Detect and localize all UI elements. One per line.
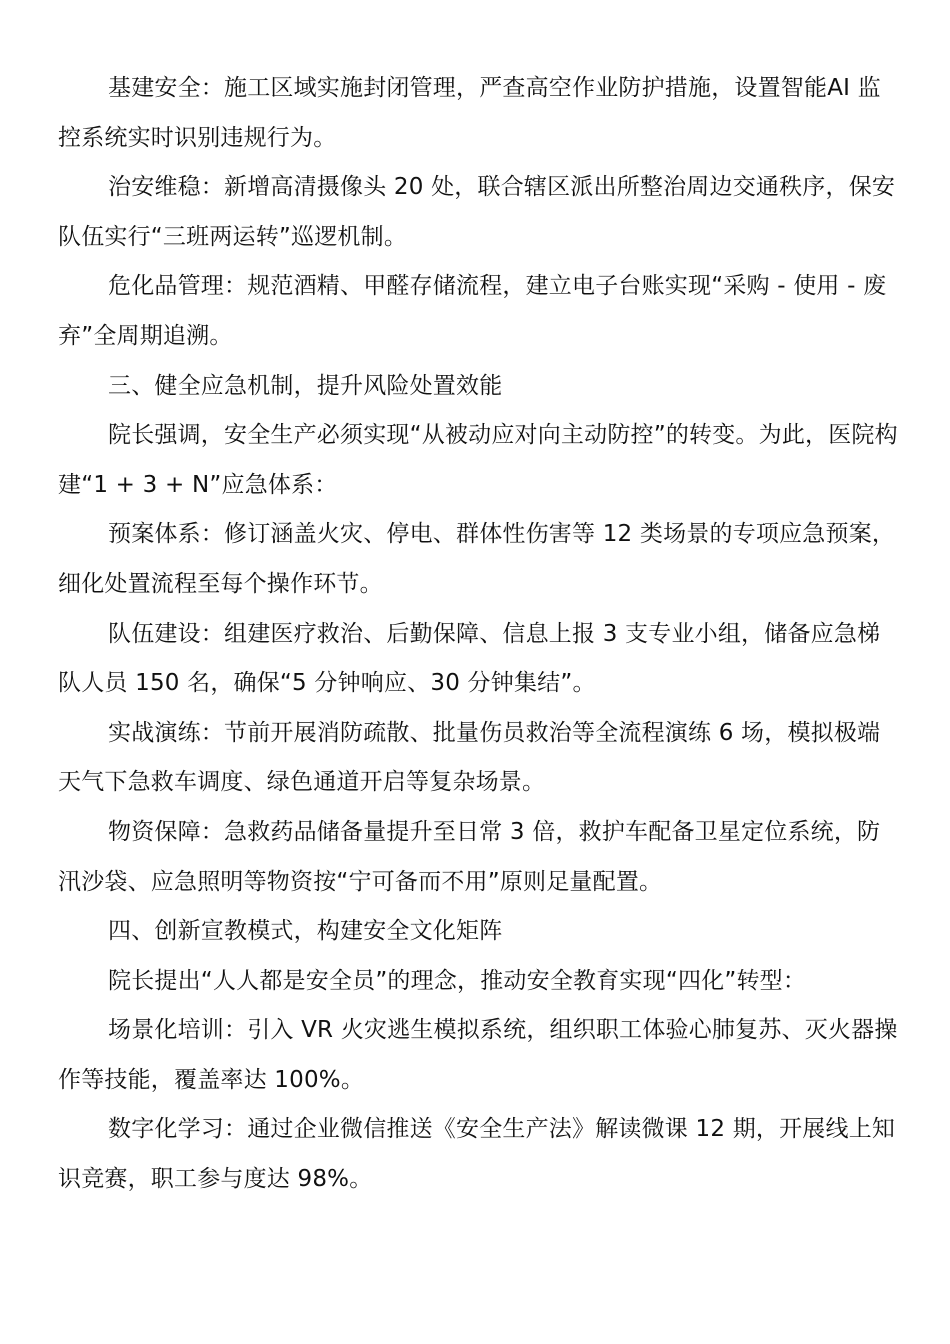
paragraph-infrastructure-safety: 基建安全：施工区域实施封闭管理，严查高空作业防护措施，设置智能AI 监控系统实时识别违规行为。 [58, 75, 881, 151]
paragraph-drills: 实战演练：节前开展消防疏散、批量伤员救治等全流程演练 6 场，模拟极端天气下急救车调度、绿色通道开启等复杂场景。 [58, 719, 881, 796]
paragraph-public-security: 治安维稳：新增高清摄像头 20 处，联合辖区派出所整治周边交通秩序，保安队伍实行“三班两运转”巡逻机制。 [58, 174, 896, 250]
section-heading-emergency-mechanism: 三、健全应急机制，提升风险处置效能 [108, 372, 503, 399]
paragraph-supplies: 物资保障：急救药品储备量提升至日常 3 倍，救护车配备卫星定位系统，防汛沙袋、应急照明等物资按“宁可备而不用”原则足量配置。 [58, 818, 881, 895]
paragraph-safety-concept: 院长提出“人人都是安全员”的理念，推动安全教育实现“四化”转型： [108, 967, 807, 994]
paragraph-president-emphasis: 院长强调，安全生产必须实现“从被动应对向主动防控”的转变。为此，医院构建“1 + 3 + N”应急体系： [58, 422, 898, 498]
paragraph-scenario-training: 场景化培训：引入 VR 火灾逃生模拟系统，组织职工体验心肺复苏、灭火器操作等技能，覆盖率达 100%。 [58, 1017, 898, 1093]
paragraph-team-building: 队伍建设：组建医疗救治、后勤保障、信息上报 3 支专业小组，储备应急梯队人员 150 名，确保“5 分钟响应、30 分钟集结”。 [58, 620, 881, 697]
paragraph-hazardous-chemicals: 危化品管理：规范酒精、甲醛存储流程，建立电子台账实现“采购 - 使用 - 废弃”全周期追溯。 [58, 273, 887, 349]
section-heading-education-mode: 四、创新宣教模式，构建安全文化矩阵 [108, 918, 503, 945]
document-body [58, 64, 898, 1205]
paragraph-contingency-plans: 预案体系：修订涵盖火灾、停电、群体性伤害等 12 类场景的专项应急预案，细化处置流程至每个操作环节。 [58, 521, 896, 597]
paragraph-digital-learning: 数字化学习：通过企业微信推送《安全生产法》解读微课 12 期，开展线上知识竞赛，职工参与度达 98%。 [58, 1116, 896, 1193]
